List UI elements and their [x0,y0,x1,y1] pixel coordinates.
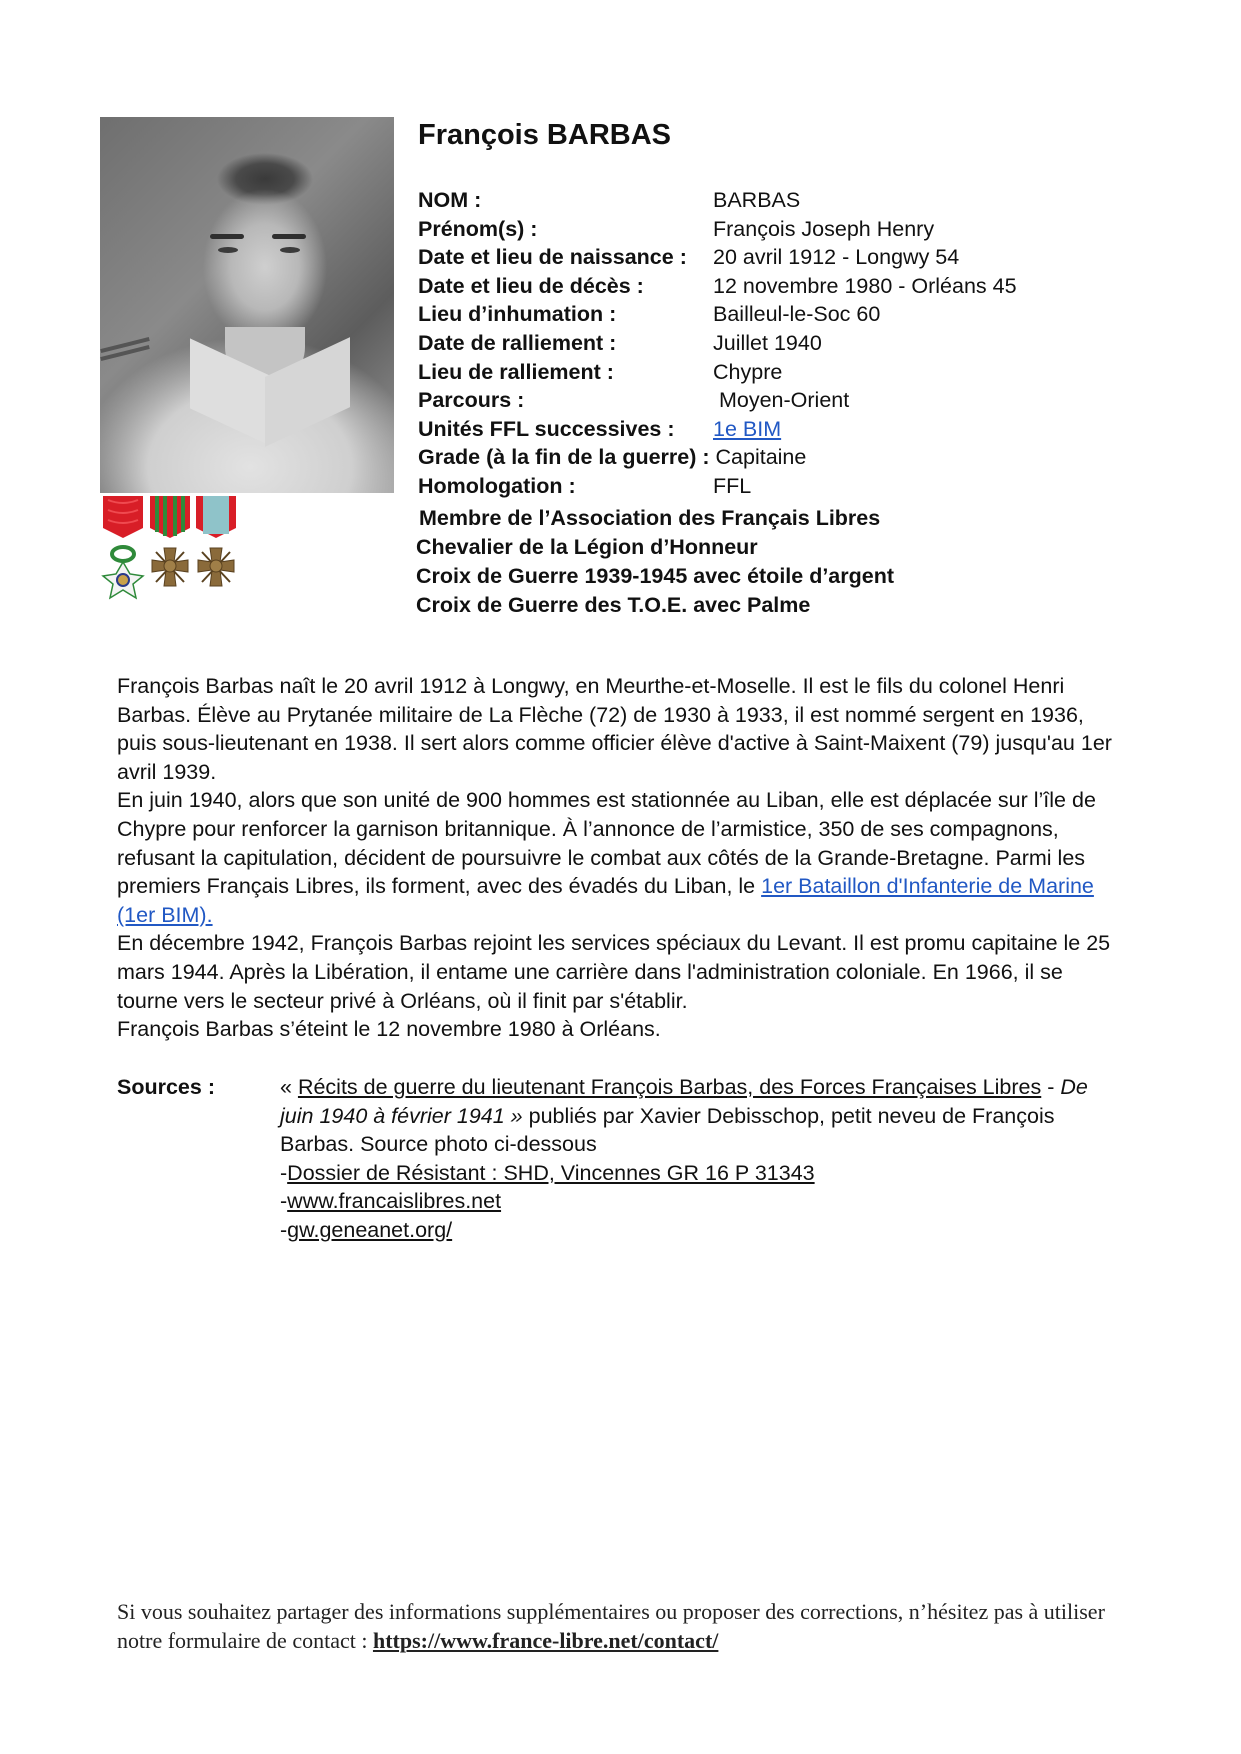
contact-link[interactable]: https://www.france-libre.net/contact/ [372,1627,719,1653]
info-label: Date et lieu de naissance : [418,245,687,270]
info-row-naissance [418,243,960,272]
biography-paragraph [117,786,1127,929]
info-value: Moyen-Orient [713,388,850,413]
footer-note [117,1598,1127,1655]
portrait-eye [280,247,300,253]
info-value: FFL [713,473,752,498]
source-published: publiés par Xavier Debisschop, petit neveu de François Barbas. Source photo ci-dessous [280,1103,1055,1157]
source-prefix: - [280,1189,288,1214]
info-label: Prénom(s) : [418,216,538,241]
info-label: NOM : [418,188,482,212]
portrait-brow [272,234,306,239]
sources-label: Sources : [117,1075,215,1099]
info-row-lieu-ralliement [418,358,806,387]
info-label: Unités FFL successives : [418,416,675,441]
info-row-homologation [418,472,806,501]
info-label: Grade (à la fin de la guerre) : [418,445,710,470]
unit-link-1e-bim[interactable]: 1e BIM [713,416,782,441]
footer-paragraph [117,1598,1127,1655]
footer-text: Si vous souhaitez partager des informations supplémentaires ou proposer des corrections, n’hésitez pas à utiliser notre formulaire de contact : [117,1599,1105,1653]
info-value: Bailleul-le-Soc 60 [713,302,881,327]
biography [117,672,1127,1044]
info-value: Chypre [713,359,783,384]
source-book-title[interactable]: Récits de guerre du lieutenant François Barbas, des Forces Françaises Libres [297,1075,1042,1099]
portrait-photo [100,117,394,493]
info-row-date-ralliement [418,329,822,358]
source-link-shd[interactable]: Dossier de Résistant : SHD, Vincennes GR 16 P 31343 [287,1160,815,1185]
source-book [280,1073,1110,1159]
medals-graphic [100,496,240,606]
info-row-grade [418,443,806,472]
biography-paragraph: En décembre 1942, François Barbas rejoint les services spéciaux du Levant. Il est promu capitaine le 25 mars 1944. Après la Libération, il entame une carrière dans l'administration coloniale. En 1966, il se tourne vers le secteur privé à Orléans, où il finit par s'établir. [117,931,1111,1013]
info-row-parcours [418,386,850,415]
info-row-unites [418,415,806,444]
sources-list [280,1073,1110,1245]
source-book-subtitle: De juin 1940 à février 1941 » [280,1075,1088,1128]
info-label: Lieu de ralliement : [418,359,614,384]
biography-paragraph: François Barbas s’éteint le 12 novembre 1980 à Orléans. [117,1017,661,1042]
info-label: Date et lieu de décès : [418,273,644,298]
open-quote: « [280,1075,298,1099]
info-label: Date de ralliement : [418,330,617,355]
info-row-nom [418,186,806,215]
source-item [280,1159,1110,1188]
source-item [280,1216,1110,1245]
page-title: François BARBAS [418,119,671,151]
dash: - [1041,1075,1061,1099]
biography-paragraph: François Barbas naît le 20 avril 1912 à Longwy, en Meurthe-et-Moselle. Il est le fils du colonel Henri Barbas. Élève au Prytanée militaire de La Flèche (72) de 1930 à 1933, il est nommé sergent en 1936, puis sous-lieutenant en 1938. Il sert alors comme officier élève d'active à Saint-Maixent (79) jusqu'au 1er avril 1939. [117,674,1112,784]
portrait-brow [210,234,244,239]
croix-de-guerre-1939-1945-icon [150,496,190,586]
info-value: 12 novembre 1980 - Orléans 45 [713,273,1017,298]
portrait-eye [218,247,238,253]
legion-honneur-medal-icon [103,496,143,598]
info-table [418,186,1017,501]
croix-de-guerre-toe-icon [196,496,236,586]
info-label: Lieu d’inhumation : [418,302,617,327]
info-value: François Joseph Henry [713,216,935,241]
source-prefix: - [280,1160,288,1185]
info-label: Parcours : [418,388,525,413]
source-link-francaislibres[interactable]: www.francaislibres.net [287,1189,502,1214]
info-row-inhumation [418,300,881,329]
info-row-prenoms [418,215,935,244]
honor-croix-toe: Croix de Guerre des T.O.E. avec Palme [416,593,811,617]
info-label: Homologation : [418,473,576,498]
honor-croix-1939-1945: Croix de Guerre 1939-1945 avec étoile d’argent [416,564,895,588]
info-value: Juillet 1940 [713,330,822,355]
info-value: 20 avril 1912 - Longwy 54 [713,245,960,270]
source-item [280,1187,1110,1216]
source-prefix: - [280,1217,288,1242]
biography-text: En juin 1940, alors que son unité de 900 hommes est stationnée au Liban, elle est déplacée sur l’île de Chypre pour renforcer la garnison britannique. À l’annonce de l’armistice, 350 de ses compagnons, refusant la capitulation, décident de poursuivre le combat aux côtés de la Grande-Bretagne. Parmi les premiers Français Libres, ils forment, avec des évadés du Liban, le [117,788,1096,899]
source-link-geneanet[interactable]: gw.geneanet.org/ [287,1217,453,1242]
info-row-deces [418,272,1017,301]
info-value: Capitaine [709,445,807,470]
bim-link[interactable]: 1er Bataillon d'Infanterie de Marine (1er BIM). [117,874,1094,927]
honor-legion: Chevalier de la Légion d’Honneur [416,535,758,559]
medals [100,496,240,606]
info-value: BARBAS [713,188,801,212]
honor-afl: Membre de l’Association des Français Libres [419,506,881,530]
